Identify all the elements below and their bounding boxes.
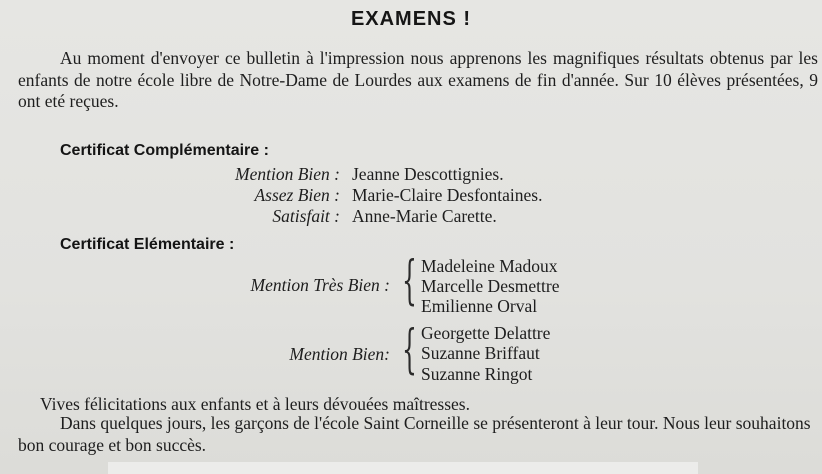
mention-label: Mention Bien : <box>235 164 340 184</box>
student-name: Suzanne Briffaut <box>421 343 540 363</box>
page-title: EXAMENS ! <box>350 8 472 30</box>
student-name: Madeleine Madoux <box>421 256 558 276</box>
student-name: Jeanne Descottignies. <box>352 164 504 184</box>
mention-bien-label: Mention Bien: <box>289 344 390 364</box>
mention-label: Satisfait : <box>272 206 340 226</box>
brace-icon: { <box>402 320 417 380</box>
closing-paragraph: Dans quelques jours, les garçons de l'école Saint Corneille se présenteront à leur tour. Nous leur souhaitons bon courage et bon succès. <box>18 413 811 455</box>
mention-label: Assez Bien : <box>254 185 340 205</box>
student-name: Anne-Marie Carette. <box>352 206 497 226</box>
student-name: Marie-Claire Desfontaines. <box>352 185 543 205</box>
felicitations-line: Vives félicitations aux enfants et à leurs dévouées maîtresses. <box>40 394 470 414</box>
student-name: Georgette Delattre <box>421 323 551 343</box>
paper-edge <box>108 462 698 474</box>
student-name: Suzanne Ringot <box>421 364 533 384</box>
student-name: Marcelle Desmettre <box>421 276 560 296</box>
heading-certificat-elementaire: Certificat Elémentaire : <box>60 236 235 253</box>
mention-tres-bien-label: Mention Très Bien : <box>250 275 390 295</box>
heading-certificat-complementaire: Certificat Complémentaire : <box>60 142 269 159</box>
student-name: Emilienne Orval <box>421 296 538 316</box>
brace-icon: { <box>402 251 417 311</box>
intro-paragraph: Au moment d'envoyer ce bulletin à l'impression nous apprenons les magnifiques résultats obtenus par les enfants de notre école libre de Notre-Dame de Lourdes aux examens de fin d'année. Sur 10 élèves présentées, 9 ont eté reçues. <box>18 48 818 111</box>
